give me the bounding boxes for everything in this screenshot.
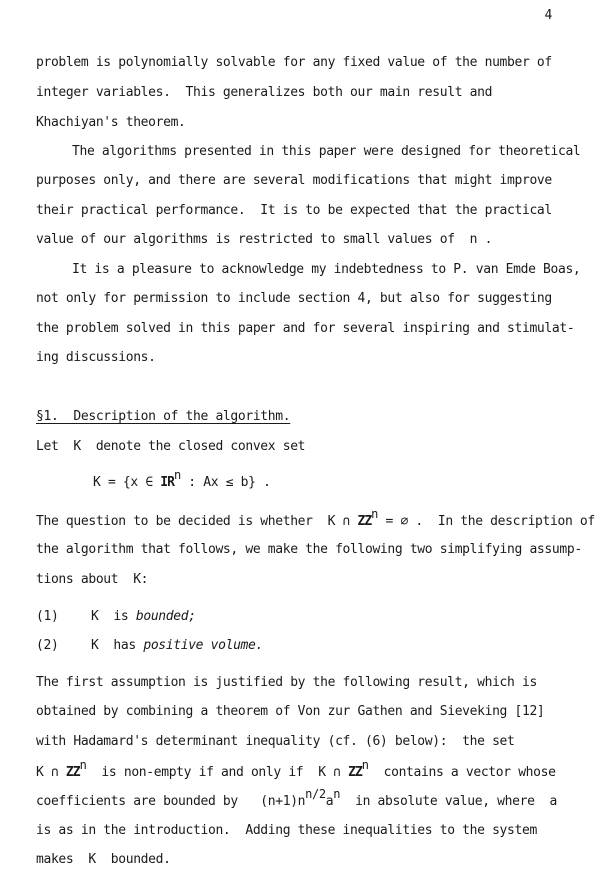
paragraph-line: their practical performance. It is to be expected that the practical <box>36 203 552 218</box>
paragraph-line: makes K bounded. <box>36 852 171 867</box>
question-line: The question to be decided is whether K ∩ ZZn = ∅ . In the description of <box>36 507 595 529</box>
integers-symbol: ZZ <box>65 765 80 780</box>
set-definition: K = {x ∈ IRn : Ax ≤ b} . <box>93 468 271 490</box>
paragraph-line: Khachiyan's theorem. <box>36 115 186 130</box>
page-number: 4 <box>544 8 552 23</box>
nonempty-line: K ∩ ZZn is non-empty if and only if K ∩ ZZn contains a vector whose <box>36 758 556 780</box>
paragraph-line: not only for permission to include section 4, but also for suggesting <box>36 291 552 306</box>
paragraph-line: The first assumption is justified by the following result, which is <box>36 675 537 690</box>
paragraph-line: Let K denote the closed convex set <box>36 439 306 454</box>
paragraph-line: The algorithms presented in this paper were designed for theoretical <box>72 144 581 159</box>
paragraph-line: purposes only, and there are several modifications that might improve <box>36 173 552 188</box>
coefficient-line: coefficients are bounded by (n+1)nn/2an in absolute value, where a <box>36 787 557 809</box>
paragraph-line: tions about K: <box>36 572 149 587</box>
paragraph-line: is as in the introduction. Adding these inequalities to the system <box>36 823 537 838</box>
paragraph-line: obtained by combining a theorem of Von zur Gathen and Sieveking [12] <box>36 704 545 719</box>
paragraph-line: integer variables. This generalizes both our main result and <box>36 85 493 100</box>
paragraph-line: with Hadamard's determinant inequality (cf. (6) below): the set <box>36 734 515 749</box>
paragraph-line: ing discussions. <box>36 350 156 365</box>
section-heading: §1. Description of the algorithm. <box>36 409 291 424</box>
reals-symbol: IR <box>160 475 174 490</box>
paragraph-line: value of our algorithms is restricted to small values of n . <box>36 232 493 247</box>
assumption-item: (2) K has positive volume. <box>36 638 263 653</box>
paragraph-line: It is a pleasure to acknowledge my indebtedness to P. van Emde Boas, <box>72 262 581 277</box>
paragraph-line: problem is polynomially solvable for any fixed value of the number of <box>36 55 552 70</box>
integers-symbol: ZZ <box>348 765 362 780</box>
assumption-item: (1) K is bounded; <box>36 609 196 624</box>
paragraph-line: the problem solved in this paper and for several inspiring and stimulat- <box>36 321 575 336</box>
paragraph-line: the algorithm that follows, we make the following two simplifying assump- <box>36 542 582 557</box>
integers-symbol: ZZ <box>357 514 372 529</box>
